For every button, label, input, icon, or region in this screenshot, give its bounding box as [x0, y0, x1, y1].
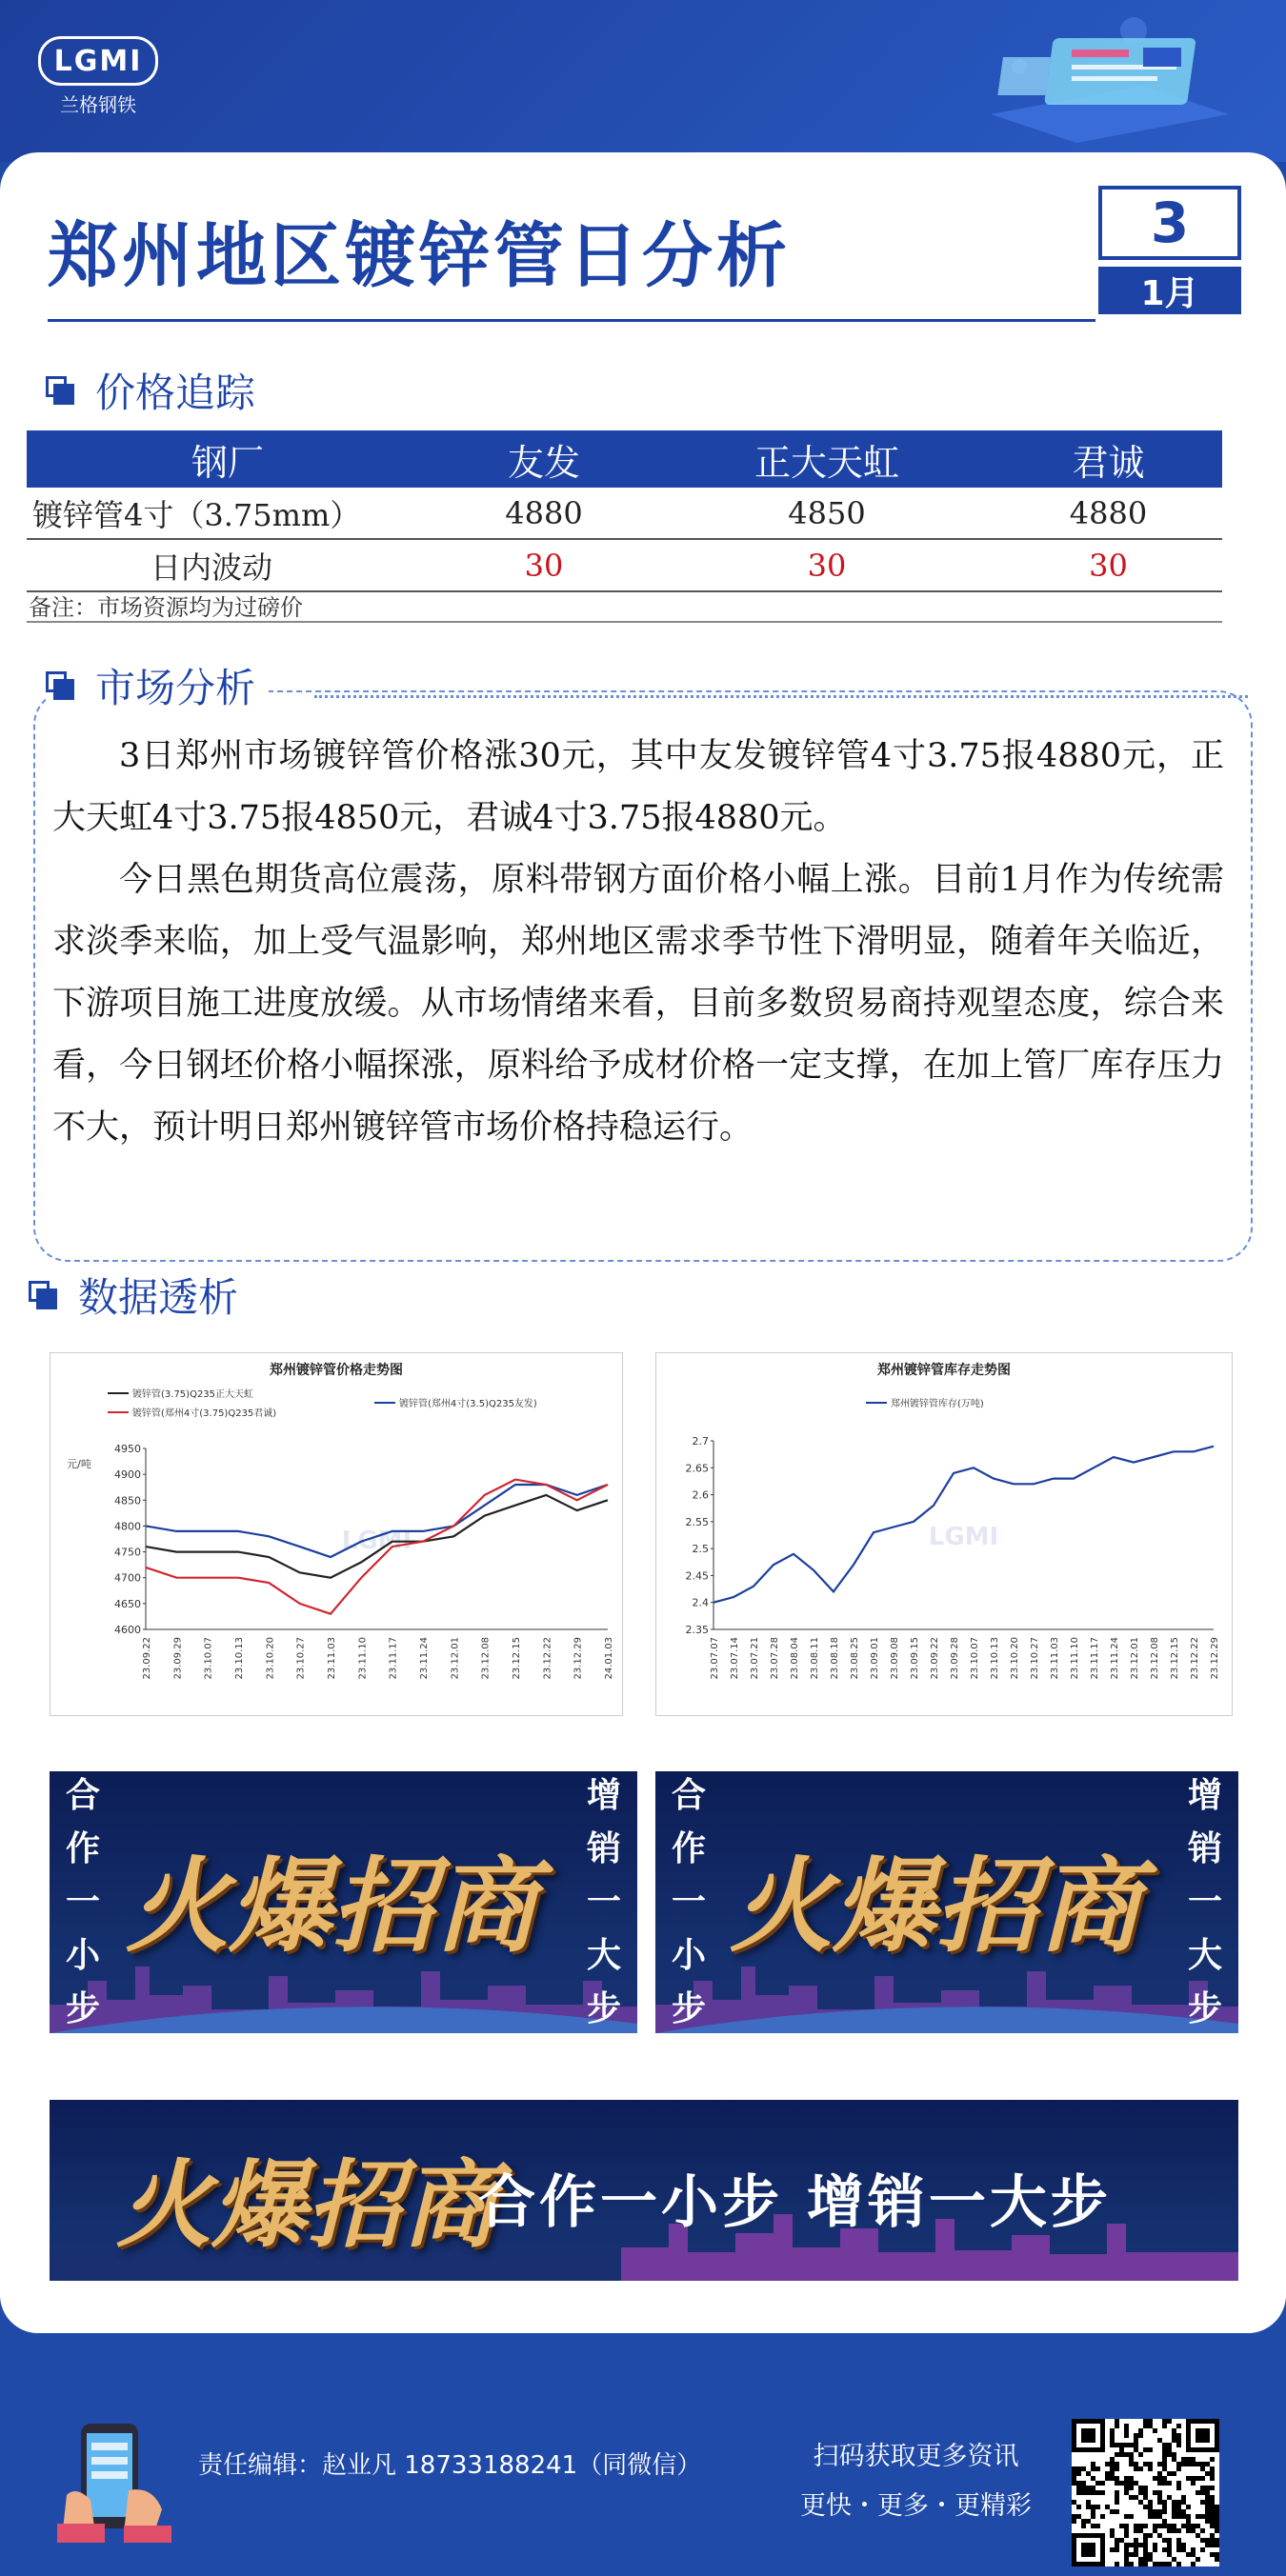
watermark-logo: LGMI	[928, 1523, 999, 1551]
x-tick-label: 23.09.22	[930, 1637, 940, 1680]
table-row	[27, 488, 1222, 539]
banner-wide-slogan: 合作一小步 增销一大步	[478, 2169, 1112, 2236]
x-tick-label: 23.11.03	[327, 1637, 337, 1680]
x-tick-label: 23.10.27	[295, 1637, 307, 1680]
tech-decoration-icon	[953, 10, 1238, 152]
inventory-chart	[655, 1352, 1233, 1716]
hand-phone-icon	[57, 2419, 171, 2543]
x-tick-label: 23.11.24	[1110, 1637, 1120, 1680]
price-cell: 4880	[429, 488, 659, 539]
price-table-header	[27, 430, 1222, 488]
x-tick-label: 23.09.22	[142, 1637, 152, 1680]
scan-info	[800, 2432, 1032, 2531]
logo-mark: LGMI	[38, 36, 158, 86]
date-box	[1098, 186, 1241, 314]
section-market-heading	[46, 657, 269, 714]
page-title: 郑州地区镀锌管日分析	[48, 215, 791, 297]
logo-subtitle: 兰格钢铁	[60, 93, 136, 116]
chart-title: 郑州镀锌管价格走势图	[270, 1363, 403, 1378]
x-tick-label: 23.07.21	[750, 1637, 760, 1680]
y-tick-label: 4950	[114, 1443, 141, 1455]
legend-label: 郑州镀锌管库存(万吨)	[891, 1399, 984, 1409]
date-month: 1月	[1098, 267, 1241, 314]
title-underline	[48, 319, 1095, 322]
market-dotted-line	[314, 695, 1248, 698]
y-tick-label: 4750	[114, 1546, 141, 1559]
price-table	[27, 430, 1222, 592]
change-cell: 30	[659, 539, 995, 591]
y-tick-label: 2.6	[692, 1488, 709, 1502]
x-tick-label: 23.12.15	[1170, 1637, 1180, 1680]
x-tick-label: 23.12.08	[480, 1637, 492, 1680]
header-youfa: 友发	[429, 430, 659, 488]
y-tick-label: 2.4	[692, 1596, 709, 1609]
scan-line-1: 扫码获取更多资讯	[813, 2442, 1019, 2471]
x-tick-label: 23.11.24	[419, 1637, 430, 1680]
y-tick-label: 4850	[114, 1494, 141, 1508]
x-tick-label: 23.10.27	[1030, 1637, 1040, 1680]
x-tick-label: 23.11.03	[1050, 1637, 1060, 1680]
x-tick-label: 23.07.07	[710, 1637, 720, 1680]
market-analysis-text	[52, 726, 1224, 1159]
x-tick-label: 23.11.17	[388, 1637, 399, 1680]
watermark-logo: LGMI	[341, 1527, 412, 1555]
y-tick-label: 2.5	[692, 1543, 709, 1556]
section-price-heading	[46, 362, 255, 419]
change-cell: 30	[429, 539, 659, 591]
x-tick-label: 23.12.08	[1150, 1637, 1160, 1680]
price-note: 备注：市场资源均为过磅价	[29, 594, 303, 621]
note-divider	[27, 621, 1222, 623]
market-paragraph: 3日郑州市场镀锌管价格涨30元，其中友发镀锌管4寸3.75报4880元，正大天虹4寸3.75报4850元，君诚4寸3.75报4880元。	[52, 737, 1224, 837]
header	[0, 0, 1286, 162]
banner-left-slogan: 合 作 一 小 步	[671, 1775, 706, 2028]
x-tick-label: 23.11.10	[357, 1637, 369, 1680]
section-data-heading	[29, 1267, 238, 1324]
x-tick-label: 23.12.15	[512, 1637, 522, 1680]
y-tick-label: 2.65	[685, 1462, 709, 1475]
x-tick-label: 23.10.20	[265, 1637, 276, 1680]
y-tick-label: 4650	[114, 1597, 141, 1610]
section-square-icon	[46, 376, 74, 405]
x-tick-label: 23.07.14	[730, 1637, 740, 1680]
chart-title: 郑州镀锌管库存走势图	[877, 1363, 1011, 1378]
banner-left-slogan: 合 作 一 小 步	[65, 1775, 100, 2028]
x-tick-label: 23.09.08	[890, 1637, 900, 1680]
inventory-chart-svg	[656, 1353, 1232, 1715]
price-cell: 4880	[995, 488, 1222, 539]
x-tick-label: 23.10.13	[990, 1637, 1000, 1680]
x-tick-label: 23.11.17	[1090, 1637, 1100, 1680]
section-square-icon	[29, 1281, 57, 1309]
scan-line-2: 更快・更多・更精彩	[800, 2491, 1032, 2521]
date-day: 3	[1098, 186, 1241, 260]
logo	[38, 36, 158, 117]
banner-main-slogan: 火爆招商	[126, 1847, 538, 1967]
x-tick-label: 23.10.07	[970, 1637, 980, 1680]
x-tick-label: 23.08.11	[810, 1637, 820, 1680]
banner-main-slogan: 火爆招商	[116, 2148, 497, 2261]
section-data-title: 数据透析	[78, 1274, 239, 1321]
x-tick-label: 23.07.28	[770, 1637, 780, 1680]
price-chart-svg	[50, 1353, 622, 1715]
x-tick-label: 23.10.20	[1010, 1637, 1020, 1680]
y-tick-label: 4900	[114, 1468, 141, 1482]
header-mill: 钢厂	[27, 430, 429, 488]
market-paragraph: 今日黑色期货高位震荡，原料带钢方面价格小幅上涨。目前1月作为传统需求淡季来临，加上受气温影响，郑州地区需求季节性下滑明显，随着年关临近，下游项目施工进度放缓。从市场情绪来看，目前多数贸易商持观望态度，综合来看，今日钢坯价格小幅探涨，原料给予成材价格一定支撑，在加上管厂库存压力不大，预计明日郑州镀锌管市场价格持稳运行。	[52, 861, 1224, 1147]
y-tick-label: 4700	[114, 1571, 141, 1585]
banner-right-slogan: 增 销 一 大 步	[1187, 1775, 1222, 2028]
row-label: 日内波动	[27, 539, 429, 591]
x-tick-label: 23.08.25	[850, 1637, 860, 1680]
banner-right-slogan: 增 销 一 大 步	[586, 1775, 621, 2028]
x-tick-label: 23.12.01	[1130, 1637, 1140, 1680]
x-tick-label: 24.01.03	[604, 1637, 614, 1680]
editor-info: 责任编辑：赵业凡 18733188241（同微信）	[198, 2451, 702, 2480]
x-tick-label: 23.12.22	[1190, 1637, 1200, 1680]
legend-label: 镀锌管(3.75)Q235正大天虹	[132, 1389, 254, 1400]
x-tick-label: 23.09.28	[950, 1637, 960, 1680]
x-tick-label: 23.12.29	[1210, 1637, 1220, 1680]
price-cell: 4850	[659, 488, 995, 539]
legend-label: 镀锌管(郑州4寸(3.75)Q235君诚)	[132, 1408, 277, 1419]
y-tick-label: 2.55	[685, 1515, 709, 1528]
x-tick-label: 23.11.10	[1070, 1637, 1080, 1680]
x-tick-label: 23.12.01	[450, 1637, 461, 1680]
change-cell: 30	[995, 539, 1222, 591]
table-row	[27, 539, 1222, 591]
x-tick-label: 23.12.22	[542, 1637, 553, 1680]
section-market-title: 市场分析	[95, 665, 256, 711]
x-tick-label: 23.09.29	[172, 1637, 184, 1680]
header-juncheng: 君诚	[995, 430, 1222, 488]
section-price-title: 价格追踪	[95, 369, 256, 416]
promo-banner-left[interactable]	[50, 1771, 637, 2033]
price-chart	[50, 1352, 623, 1716]
header-zhengda: 正大天虹	[659, 430, 995, 488]
y-tick-label: 4800	[114, 1520, 141, 1533]
qr-code-icon[interactable]	[1072, 2419, 1219, 2566]
row-label: 镀锌管4寸（3.75mm）	[27, 488, 429, 539]
section-square-icon	[46, 671, 74, 700]
x-tick-label: 23.09.15	[910, 1637, 920, 1680]
x-tick-label: 23.12.29	[573, 1637, 584, 1680]
x-tick-label: 23.10.13	[234, 1637, 245, 1680]
x-tick-label: 23.08.18	[830, 1637, 840, 1680]
legend-label: 镀锌管(郑州4寸(3.5)Q235友发)	[399, 1399, 537, 1409]
banner-main-slogan: 火爆招商	[730, 1847, 1142, 1967]
x-tick-label: 23.10.07	[203, 1637, 214, 1680]
x-tick-label: 23.08.04	[790, 1637, 800, 1680]
y-tick-label: 2.45	[685, 1569, 709, 1583]
promo-banner-right[interactable]	[655, 1771, 1238, 2033]
y-tick-label: 4600	[114, 1624, 141, 1636]
x-tick-label: 23.09.01	[870, 1637, 880, 1680]
y-axis-label: 元/吨	[67, 1458, 91, 1470]
y-tick-label: 2.7	[692, 1435, 709, 1448]
promo-banner-wide[interactable]	[50, 2100, 1238, 2281]
y-tick-label: 2.35	[685, 1624, 709, 1636]
